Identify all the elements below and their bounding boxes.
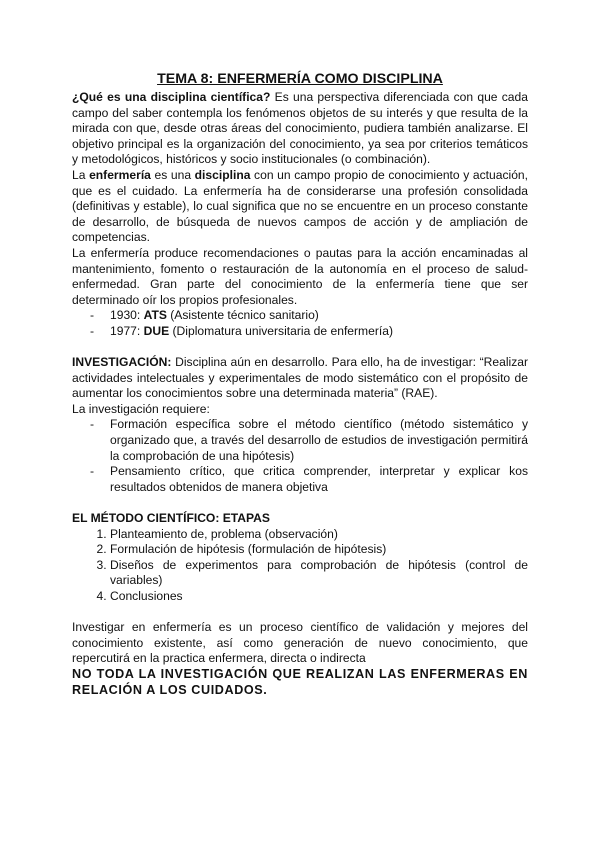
text-span: con un campo propio de conocimiento y actuación, que es el cuidado. La enfermería ha de considerarse una profesión consolidada (definitivas y estable), lo cual significa que no se encuentre en un proceso constante de desarrollo, de búsqueda de nuevos campos de acción y de ampliación de competencias.	[72, 167, 529, 245]
paragraph-closing: Investigar en enfermería es un proceso científico de validación y mejores del conocimiento existente, así como generación de nuevo conocimiento, que repercutirá en la practica enfermera, directa o indirecta	[72, 620, 528, 666]
list-item: - Pensamiento crítico, que critica comprender, interpretar y explicar kos resultados obtenidos de manera objetiva	[90, 464, 528, 495]
spacer	[72, 605, 528, 621]
list-item: 1. Planteamiento de, problema (observación)	[110, 527, 528, 543]
section-heading-metodo	[72, 511, 528, 527]
list-desc: (Asistente técnico sanitario)	[166, 308, 319, 323]
term-disciplina: disciplina	[194, 167, 251, 182]
list-item: 3. Diseños de experimentos para comprobación de hipótesis (control de variables)	[110, 558, 528, 589]
investigacion-requires: La investigación requiere:	[72, 401, 210, 416]
page-title: TEMA 8: ENFERMERÍA COMO DISCIPLINA	[157, 71, 443, 87]
final-statement: NO TODA LA INVESTIGACIÓN QUE REALIZAN LAS ENFERMERAS EN RELACIÓN A LOS CUIDADOS.	[72, 666, 528, 697]
list-item: 4. Conclusiones	[110, 589, 528, 605]
list-abbr: DUE	[143, 323, 170, 338]
list-year: 1930:	[110, 308, 144, 323]
method-steps-list	[72, 527, 528, 605]
paragraph-text: Disciplina aún en desarrollo. Para ello, ha de investigar: “Realizar actividades intelectuales y experimentales de modo sistemático con el propósito de aumentar los conocimientos sobre una determinada materia” (RAE).	[72, 355, 528, 401]
question-lead: ¿Qué es una disciplina científica?	[72, 90, 271, 104]
requirements-list	[72, 417, 528, 495]
term-enfermeria: enfermería	[89, 167, 151, 182]
list-item	[90, 324, 528, 340]
paragraph-disciplina-cientifica	[72, 90, 528, 168]
paragraph-recomendaciones: La enfermería produce recomendaciones o pautas para la acción encaminadas al mantenimiento, fomento o restauración de la autonomía en el proceso de salud-enfermedad. Gran parte del conocimiento de la enfermería tiene que ser determinado oír los propios profesionales.	[72, 245, 528, 307]
heading-text: EL MÉTODO CIENTÍFICO: ETAPAS	[72, 511, 270, 526]
list-desc: (Diplomatura universitaria de enfermería)	[169, 323, 393, 338]
titles-list	[72, 308, 528, 339]
list-abbr: ATS	[143, 308, 167, 323]
list-item: - Formación específica sobre el método científico (método sistemático y organizado que, a través del desarrollo de estudios de investigación permitirá la comprobación de una hipótesis)	[90, 417, 528, 464]
text-span: es una	[150, 167, 195, 182]
text-span: La	[72, 167, 90, 182]
spacer	[72, 495, 528, 511]
list-item	[90, 308, 528, 324]
list-item: 2. Formulación de hipótesis (formulación de hipótesis)	[110, 542, 528, 558]
spacer	[72, 340, 528, 356]
paragraph-text: Es una perspectiva diferenciada con que cada campo del saber contempla los fenómenos objetos de su interés y que resulta de la mirada con que, desde otras áreas del conocimiento, pudiera también analizarse. El objetivo principal es la organización del conocimiento, ya sea por criterios temáticos y metodológicos, históricos y socio institucionales (o combinación).	[72, 90, 528, 167]
paragraph-investigacion	[72, 355, 528, 402]
paragraph-enfermeria-disciplina	[72, 168, 528, 246]
list-year: 1977:	[110, 323, 144, 338]
investigacion-lead: INVESTIGACIÓN:	[72, 355, 172, 370]
document-page	[72, 70, 528, 698]
